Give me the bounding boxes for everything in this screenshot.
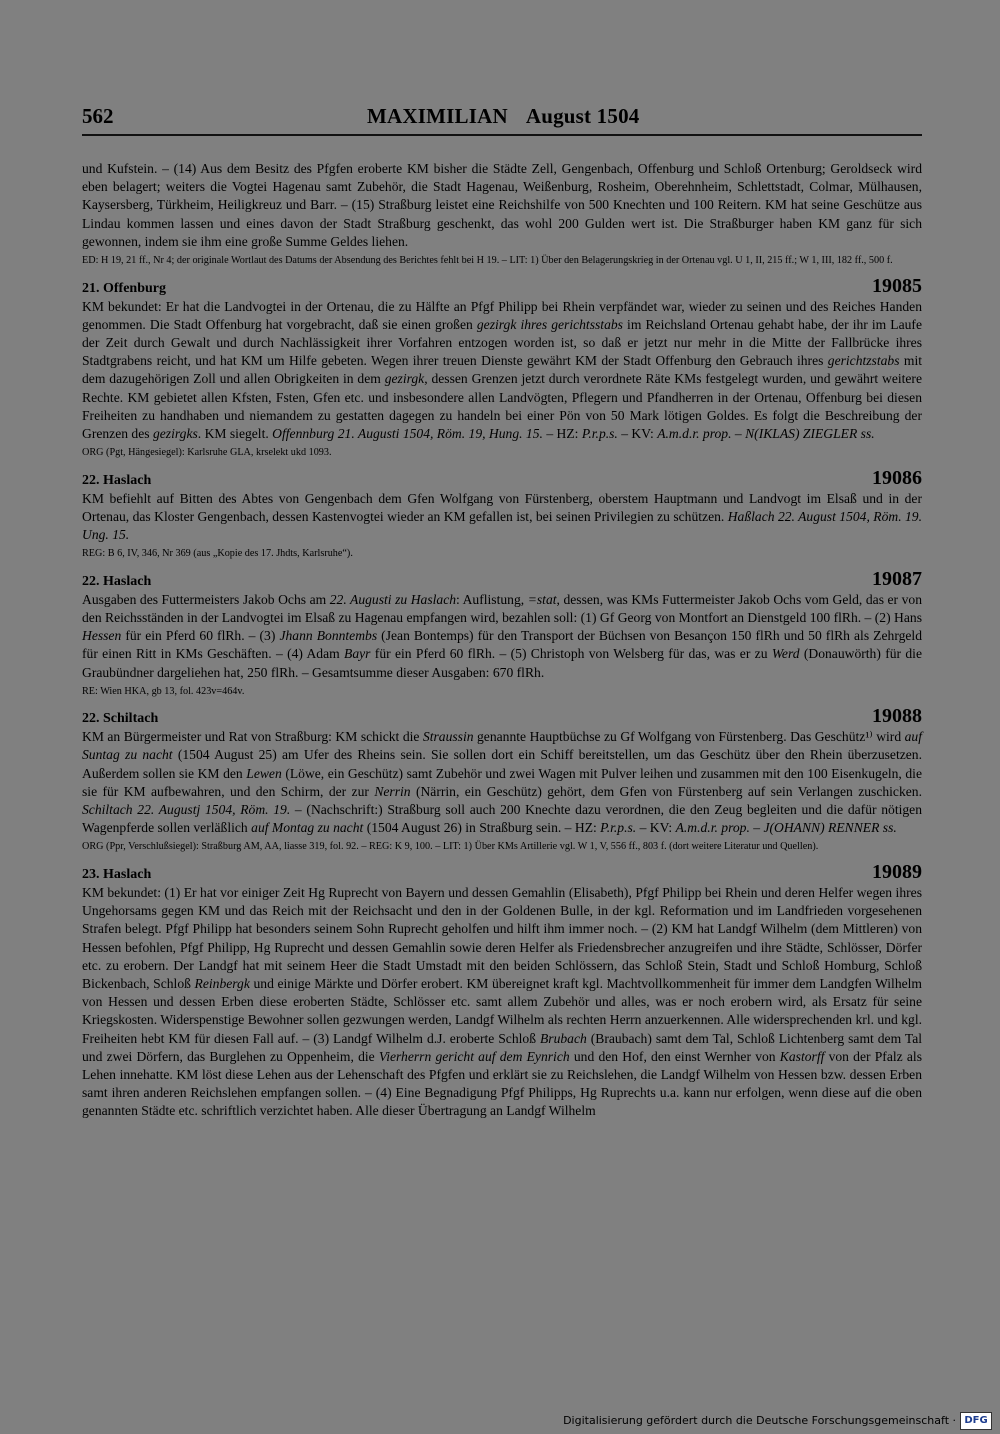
digitization-credit: Digitalisierung gefördert durch die Deutsche Forschungsgemeinschaft ·	[563, 1414, 956, 1427]
register-entry-19088	[82, 705, 922, 854]
header-rule	[82, 134, 922, 136]
entry-heading	[82, 860, 922, 884]
entry-place-date: 22. Haslach	[82, 573, 152, 589]
document-page	[82, 104, 922, 1410]
entry-place-date: 22. Haslach	[82, 472, 152, 488]
running-title-name: MAXIMILIAN	[367, 104, 508, 128]
entry-place-date: 22. Schiltach	[82, 711, 159, 727]
running-title	[367, 104, 639, 129]
entry-number: 19089	[872, 860, 922, 883]
continued-entry	[82, 160, 922, 268]
entry-place-date: 21. Offenburg	[82, 280, 166, 296]
entry-text: und Kufstein. – (14) Aus dem Besitz des Pfgfen eroberte KM bisher die Städte Zell, Gengenbach, Offenburg und Schloß Ortenburg; Geroldseck wird eben belagert; weiters die Vogtei Hagenau samt Zubehör, die Stadt Hagenau, Weißenburg, Rosheim, Oberehnheim, Schlettstadt, Colmar, Mülhausen, Kaysersberg, Türkheim, Heiligkreuz und Barr. – (15) Straßburg leistet eine Reichshilfe von 500 Knechten und 100 Reitern. KM hat seine Geschütze aus Lindau kommen lassen und eines davon der Stadt Straßburg geschenkt, das wohl 200 Gulden wert ist. Die Straßburger haben KM ganz für sich gewonnen, indem sie ihm eine große Summe Geldes liehen.	[82, 161, 922, 249]
entry-text: KM an Bürgermeister und Rat von Straßburg: KM schickt die Straussin genannte Hauptbüchse zu Gf Wolfgang von Fürstenberg. Das Geschütz¹⁾ wird auf Suntag zu nacht (1504 August 25) am Ufer des Rheins sein. Sie sollen dort ein Schiff bereitstellen, um das Geschütz über den Rhein überzusetzen. Außerdem sollen sie KM den Lewen (Löwe, ein Geschütz) samt Zubehör und zwei Wagen mit Pulver leihen und zusammen mit den 100 Eisenkugeln, die sie für KM aufbewahren, und den Schirm, der zur Nerrin (Närrin, ein Geschütz) gehört, dem Gfen von Fürstenberg auf sein Verlangen zuschicken. Schiltach 22. Augustj 1504, Röm. 19. – (Nachschrift:) Straßburg soll auch 200 Knechte dazu verordnen, die den Zeug begleiten und die dafür nötigen Wagenpferde sollen verläßlich auf Montag zu nacht (1504 August 26) in Straßburg sein. – HZ: P.r.p.s. – KV: A.m.d.r. prop. – J(OHANN) RENNER ss.	[82, 729, 922, 836]
register-entry-19085	[82, 274, 922, 460]
entry-heading	[82, 705, 922, 728]
entry-heading	[82, 466, 922, 490]
entry-heading	[82, 274, 922, 298]
register-entry-19087	[82, 567, 923, 699]
register-entry-19086	[82, 466, 922, 561]
document-body	[82, 160, 922, 1121]
entry-source-note: ED: H 19, 21 ff., Nr 4; der originale Wortlaut des Datums der Absendung des Berichtes fehlt bei H 19. – LIT: 1) Über den Belagerungskrieg in der Ortenau vgl. U 1, II, 215 ff.; W 1, III, 182 ff., 500 f.	[82, 255, 893, 267]
entry-text: KM befiehlt auf Bitten des Abtes von Gengenbach dem Gfen Wolfgang von Fürstenberg, oberstem Hauptmann und Landvogt im Elsaß und in der Ortenau, das Kloster Gengenbach, dessen Kastenvogtei wieder an KM gefallen ist, bei seinen Privilegien zu schützen. Haßlach 22. August 1504, Röm. 19. Ung. 15.	[82, 490, 922, 543]
entry-text: KM bekundet: Er hat die Landvogtei in der Ortenau, die zu Hälfte an Pfgf Philipp bei Rhein verpfändet war, wieder zu seinen und des Reiches Handen genommen. Die Stadt Offenburg hat vorgebracht, daß sie einen großen gezirgk ihres gerichtsstabs im Reichsland Ortenau gehabt habe, der ihr im Laufe der Zeit durch Gewalt und durch Nachlässigkeit ihrer Vorfahren entzogen worden ist, so daß er jetzt nur mehr in die Mitte der Fallbrücke ihres Stadtgrabens reicht, und hat KM um Hilfe gebeten. Wegen ihrer treuen Dienste gewährt KM der Stadt Offenburg den Gebrauch ihres gerichtzstabs mit dem dazugehörigen Zoll und allen Obrigkeiten in dem gezirgk, dessen Grenzen jetzt durch verordnete Räte KMs festgelegt wurden, und gewährt weitere Rechte. KM gebietet allen Kfsten, Fsten, Gfen etc. und insbesondere allen Landvögten, Pflegern und Pfandherren in der Ortenau, Offenburg bei diesen Freiheiten zu handhaben und niemandem zu gestatten dagegen zu handeln bei einer Pön von 50 Mark lötigen Goldes. Es folgt die Beschreibung der Grenzen des gezirgks. KM siegelt. Offennburg 21. Augusti 1504, Röm. 19, Hung. 15. – HZ: P.r.p.s. – KV: A.m.d.r. prop. – N(IKLAS) ZIEGLER ss.	[82, 298, 922, 441]
entry-number: 19086	[872, 466, 922, 489]
page-number: 562	[82, 104, 114, 128]
entry-source-note: REG: B 6, IV, 346, Nr 369 (aus „Kopie des 17. Jhdts, Karlsruhe“).	[82, 548, 353, 560]
dfg-logo: DFG	[960, 1412, 992, 1430]
page-header	[82, 104, 922, 136]
entry-number: 19085	[872, 274, 922, 297]
entry-number: 19087	[872, 567, 922, 590]
register-entry-19089	[82, 860, 923, 1121]
entry-text: KM bekundet: (1) Er hat vor einiger Zeit Hg Ruprecht von Bayern und dessen Gemahlin (Elisabeth), Pfgf Philipp bei Rhein und deren Helfer wegen ihres Ungehorsams gegen KM und das Reich mit der Reichsacht und den in der Goldenen Bulle, in der kgl. Reformation und im Landfrieden vorgesehenen Strafen belegt. Pfgf Philipp hat besonders seinem Sohn Ruprecht geholfen und hilft ihm immer noch. – (2) KM hat Landgf Wilhelm (dem Mittleren) von Hessen befohlen, Pfgf Philipp, Hg Ruprecht und dessen Gemahlin sowie deren Helfer als Friedensbrecher anzugreifen und ihre Städte, Schlösser, Dörfer etc. zu erobern. Der Landgf hat mit seinem Heer die Stadt Umstadt mit den beiden Schlössern, das Schloß Stein, Stadt und Schloß Homburg, Schloß Bickenbach, Schloß Reinbergk und einige Märkte und Dörfer erobert. KM übereignet kraft kgl. Machtvollkommenheit für immer dem Landgfen Wilhelm von Hessen und dessen Erben diese eroberten Städte, Schlösser etc. samt allem Zubehör und alles, was er noch erobern wird, als Ersatz für seine Kriegskosten. Widerspenstige Bewohner sollen gezwungen werden, Landgf Wilhelm als rechten Herrn anzuerkennen. Alle widersprechenden krl. und kgl. Freiheiten hebt KM für diesen Fall auf. – (3) Landgf Wilhelm d.J. eroberte Schloß Brubach (Braubach) samt dem Tal, Schloß Lichtenberg samt dem Tal und zwei Dörfern, das Burglehen zu Oppenheim, die Vierherrn gericht auf dem Eynrich und den Hof, den einst Wernher von Kastorff von der Pfalz als Lehen innehatte. KM löst diese Lehen aus der Lehenschaft des Pfgfen und erklärt sie zu Reichslehen, die Landgf Wilhelm von Hessen bzw. dessen Erben samt ihren anderen Reichslehen empfangen sollen. – (4) Eine Begnadigung Pfgf Philipps, Hg Ruprechts u.a. kann nur erfolgen, wenn diese auf die oben genannten Städte etc. schriftlich verzichtet haben. Alle dieser Übertragung an Landgf Wilhelm	[82, 884, 923, 1119]
entry-number: 19088	[872, 705, 922, 728]
running-title-date: August 1504	[525, 104, 640, 128]
entry-source-note: RE: Wien HKA, gb 13, fol. 423v=464v.	[82, 685, 245, 697]
entry-source-note: ORG (Ppr, Verschlußsiegel): Straßburg AM, AA, liasse 319, fol. 92. – REG: K 9, 100. – LIT: 1) Über KMs Artillerie vgl. W 1, V, 556 ff., 803 f. (dort weitere Literatur und Quellen).	[82, 841, 819, 853]
entry-text: Ausgaben des Futtermeisters Jakob Ochs am 22. Augusti zu Haslach: Auflistung, =stat, dessen, was KMs Futtermeister Jakob Ochs vom Geld, das er von den Reichsständen in der Landvogtei im Elsaß zu Hagenau empfangen wird, bezahlen soll: (1) Gf Georg von Montfort an Dienstgeld 100 flRh. – (2) Hans Hessen für ein Pferd 60 flRh. – (3) Jhann Bonntembs (Jean Bontemps) für den Transport der Büchsen von Besançon 150 flRh und 50 flRh als Zehrgeld für einen Ritt in KMs Geschäften. – (4) Adam Bayr für ein Pferd 60 flRh. – (5) Christoph von Welsberg für das, was er zu Werd (Donauwörth) für die Graubündner dargeliehen hat, 250 flRh. – Gesamtsumme dieser Ausgaben: 670 flRh.	[82, 591, 923, 680]
entry-place-date: 23. Haslach	[82, 866, 152, 882]
entry-source-note: ORG (Pgt, Hängesiegel): Karlsruhe GLA, krselekt ukd 1093.	[82, 447, 332, 459]
entry-heading	[82, 567, 922, 591]
